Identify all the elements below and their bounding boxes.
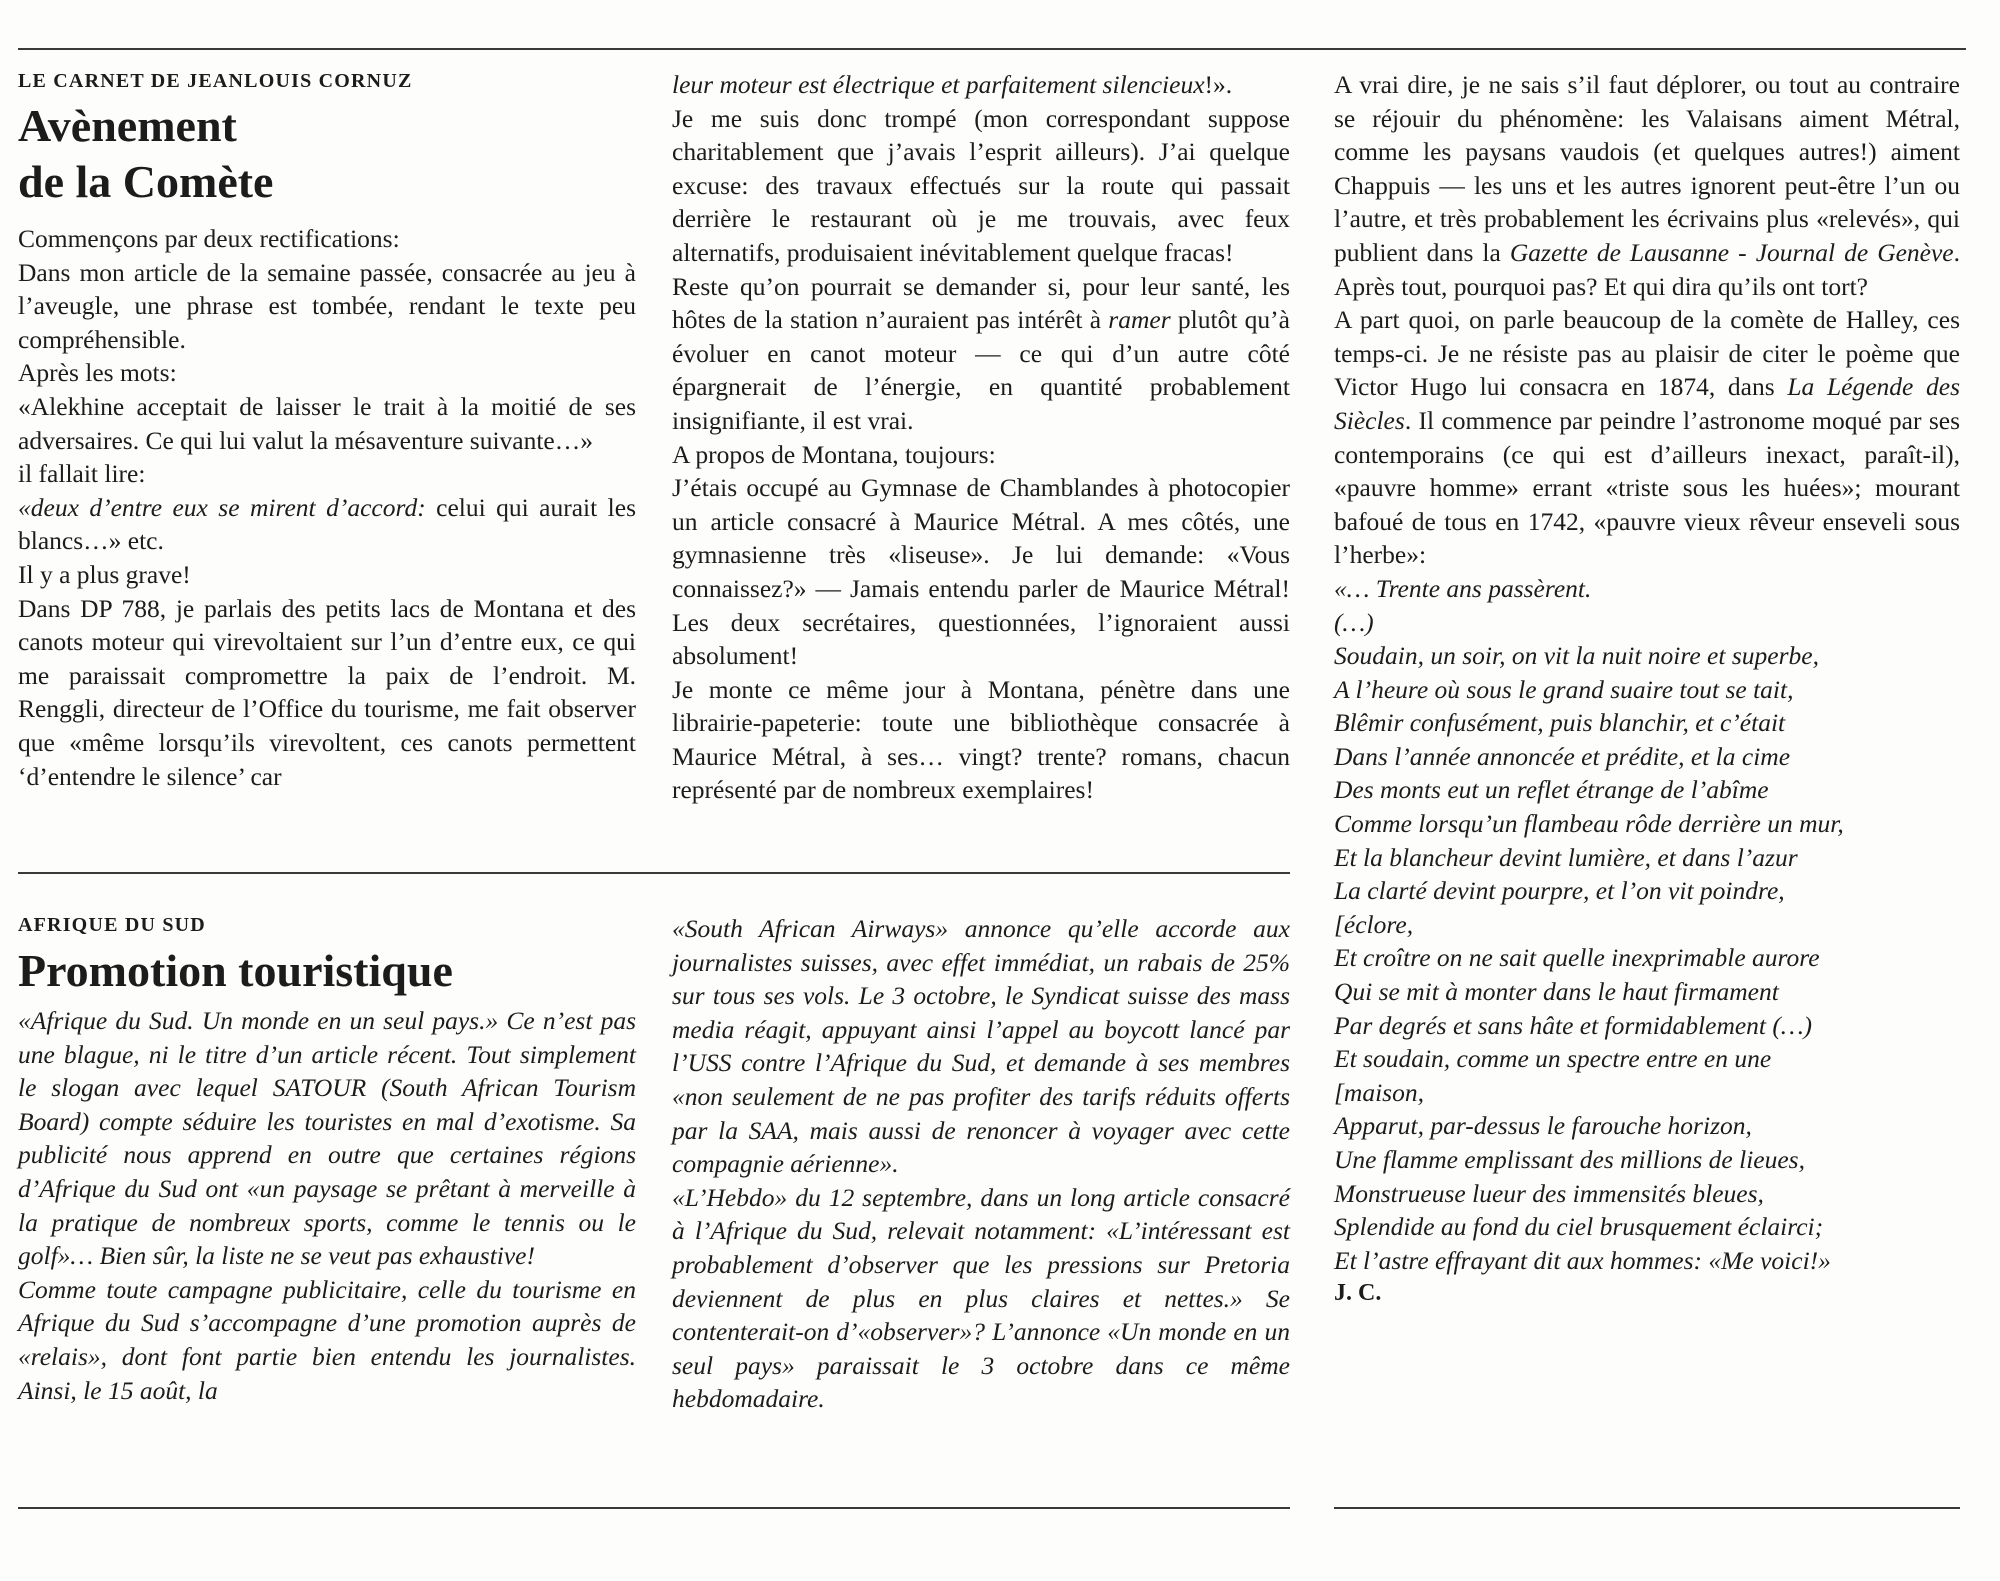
article1-column-2 — [672, 68, 1290, 807]
paragraph: Il y a plus grave! — [18, 559, 191, 589]
poem-line: Qui se mit à monter dans le haut firmament — [1334, 977, 1779, 1007]
paragraph: Je monte ce même jour à Montana, pénètre dans une librairie-papeterie: toute une bibliothèque consacrée à Maurice Métral, à ses… vingt? trente? romans, chacun représenté par de nombreux exemplaires! — [672, 674, 1290, 805]
paragraph: Dans DP 788, je parlais des petits lacs de Montana et des canots moteur qui virevoltaient sur l’un d’entre eux, ce qui me paraissait compromettre la paix de l’endroit. M. Renggli, directeur de l’Office du tourisme, me fait observer que «même lorsqu’ils virevoltent, ces canots permettent ‘d’entendre le silence’ car — [18, 593, 636, 791]
article1-column-1 — [18, 68, 636, 793]
poem-line: Des monts eut un reflet étrange de l’abîme — [1334, 775, 1769, 805]
poem-line: Soudain, un soir, on vit la nuit noire et superbe, — [1334, 641, 1819, 671]
paragraph: A propos de Montana, toujours: — [672, 439, 996, 469]
paragraph — [672, 68, 1290, 102]
paragraph: «Afrique du Sud. Un monde en un seul pays.» Ce n’est pas une blague, ni le titre d’un article récent. Tout simplement le slogan avec lequel SATOUR (South African Tourism Board) compte séduire les touristes en mal d’exotisme. Sa publicité nous apprend en outre que certaines régions d’Afrique du Sud ont «un paysage se prêtant à merveille à la pratique de nombreux sports, comme le tennis ou le golf»… Bien sûr, la liste ne se veut pas exhaustive! — [18, 1006, 636, 1271]
text: . Il commence par peindre l’astronome moqué par ses contemporains (ce qui est d’ailleurs inexact, paraît-il), «pauvre homme» errant «triste sous les huées»; mourant bafoué de tous en 1742, «pauvre vieux rêveur enseveli sous l’herbe»: — [1334, 405, 1960, 570]
poem-line: Splendide au fond du ciel brusquement éclairci; — [1334, 1212, 1824, 1242]
poem-line: A l’heure où sous le grand suaire tout se tait, — [1334, 674, 1794, 704]
text: plutôt qu’à évoluer en canot moteur — ce qui d’un autre côté épargnerait de l’énergie, en quantité probablement insignifiante, il est vrai. — [672, 305, 1290, 435]
poem-line: Dans l’année annoncée et prédite, et la cime — [1334, 741, 1791, 771]
paragraph: il fallait lire: — [18, 459, 146, 489]
paragraph: «Alekhine acceptait de laisser le trait à la moitié de ses adversaires. Ce qui lui valut la mésaventure suivante…» — [18, 391, 636, 455]
paragraph — [672, 270, 1290, 438]
italic-text: ramer — [1108, 305, 1171, 335]
poem — [1334, 572, 1960, 1277]
article2-kicker: AFRIQUE DU SUD — [18, 914, 206, 936]
article1-column-3 — [1334, 68, 1960, 1311]
quote-rest: celui qui aurait les blancs…» etc. — [18, 492, 637, 556]
poem-line: Une flamme emplissant des millions de lieues, — [1334, 1145, 1805, 1174]
bottom-rule-right — [1334, 1507, 1960, 1509]
article2-title: Promotion touristique — [18, 945, 453, 996]
mid-rule — [18, 872, 1290, 874]
article1-title-line2: de la Comète — [18, 156, 274, 207]
poem-line: Et croître on ne sait quelle inexprimable aurore — [1334, 943, 1820, 973]
paragraph: J’étais occupé au Gymnase de Chamblandes à photocopier un article consacré à Maurice Métral. A mes côtés, une gymnasienne très «liseuse». Je lui demande: «Vous connaissez?» — Jamais entendu parler de Maurice Métral! Les deux secrétaires, questionnées, l’ignoraient aussi absolument! — [672, 473, 1290, 671]
paragraph: Comme toute campagne publicitaire, celle du tourisme en Afrique du Sud s’accompagne d’une promotion auprès de «relais», dont font partie bien entendu les journalistes. Ainsi, le 15 août, la — [18, 1274, 636, 1405]
poem-line: Monstrueuse lueur des immensités bleues, — [1334, 1178, 1764, 1208]
paragraph — [1334, 303, 1960, 572]
text: !». — [1204, 70, 1233, 99]
italic-text: leur moteur est électrique et parfaitement silencieux — [672, 70, 1205, 99]
paragraph: Après les mots: — [18, 358, 177, 388]
italic-text: La Légende des Siècles — [1334, 372, 1960, 435]
poem-line: (…) — [1334, 607, 1374, 637]
paragraph — [1334, 68, 1960, 303]
paragraph: Commençons par deux rectifications: — [18, 224, 400, 253]
text: A part quoi, on parle beaucoup de la comète de Halley, ces temps-ci. Je ne résiste pas au plaisir de citer le poème que Victor Hugo lui consacra en 1874, dans — [1334, 305, 1960, 402]
poem-line: Par degrés et sans hâte et formidablement (…) — [1334, 1010, 1813, 1040]
poem-line: «… Trente ans passèrent. — [1334, 573, 1592, 603]
text: A vrai dire, je ne sais s’il faut déplorer, ou tout au contraire se réjouir du phénomène: les Valaisans aiment Métral, comme les paysans vaudois (et quelques autres!) aiment Chappuis — les uns et les autres ignorent peut-être l’un ou l’autre, et très probablement les écrivains plus «relevés», qui publient dans la — [1334, 70, 1960, 267]
paragraph — [18, 491, 636, 558]
paragraph: «L’Hebdo» du 12 septembre, dans un long article consacré à l’Afrique du Sud, relevait notamment: «L’intéressant est probablement d’observer que les pressions sur Pretoria deviennent de plus en plus claires et nettes.» Se contenterait-on d’«observer»? L’annonce «Un monde en un seul pays» paraissait le 3 octobre dans ce même hebdomadaire. — [672, 1182, 1290, 1414]
italic-quote: «deux d’entre eux se mirent d’accord: — [18, 492, 426, 522]
top-rule — [18, 48, 1966, 50]
paragraph: «South African Airways» annonce qu’elle accorde aux journalistes suisses, avec effet immédiat, un rabais de 25% sur tous ses vols. Le 3 octobre, le Syndicat suisse des mass media réagit, appuyant ainsi l’appel au boycott lancé par l’USS contre l’Afrique du Sud, et demande à ses membres «non seulement de ne pas profiter des tarifs réduits offerts par la SAA, mais aussi de renoncer à voyager avec cette compagnie aérienne». — [672, 914, 1290, 1179]
text: Reste qu’on pourrait se demander si, pour leur santé, les hôtes de la station n’auraient pas intérêt à — [672, 271, 1290, 335]
poem-line: Blêmir confusément, puis blanchir, et c’était — [1334, 708, 1786, 738]
paragraph: Dans mon article de la semaine passée, consacrée au jeu à l’aveugle, une phrase est tombée, rendant le texte peu compréhensible. — [18, 257, 636, 354]
poem-line: La clarté devint pourpre, et l’on vit poindre, — [1334, 876, 1785, 906]
poem-line: Et l’astre effrayant dit aux hommes: «Me voici!» — [1334, 1245, 1831, 1275]
poem-line-continuation: [maison, — [1334, 1077, 1424, 1107]
bottom-rule-left — [18, 1507, 1290, 1509]
article1-title-line1: Avènement — [18, 100, 237, 151]
article1-kicker: LE CARNET DE JEANLOUIS CORNUZ — [18, 70, 413, 92]
article1-title — [18, 98, 636, 210]
text: . Après tout, pourquoi pas? Et qui dira qu’ils ont tort? — [1334, 237, 1961, 301]
article2-column-1 — [18, 912, 636, 1407]
poem-line: Apparut, par-dessus le farouche horizon, — [1334, 1111, 1752, 1141]
poem-line-continuation: [éclore, — [1334, 909, 1414, 939]
poem-line: Et soudain, comme un spectre entre en une — [1334, 1044, 1772, 1074]
poem-line: Comme lorsqu’un flambeau rôde derrière un mur, — [1334, 809, 1844, 839]
article2-column-2 — [672, 912, 1290, 1416]
poem-line: Et la blancheur devint lumière, et dans l’azur — [1334, 842, 1798, 872]
paragraph: Je me suis donc trompé (mon correspondant suppose charitablement que j’avais l’esprit ailleurs). J’ai quelque excuse: des travaux effectués sur la route qui passait derrière le restaurant où je me trouvais, avec feux alternatifs, produisaient inévitablement quelque fracas! — [672, 103, 1290, 267]
italic-text: Gazette de Lausanne - Journal de Genève — [1509, 237, 1954, 267]
signature: J. C. — [1334, 1280, 1382, 1307]
